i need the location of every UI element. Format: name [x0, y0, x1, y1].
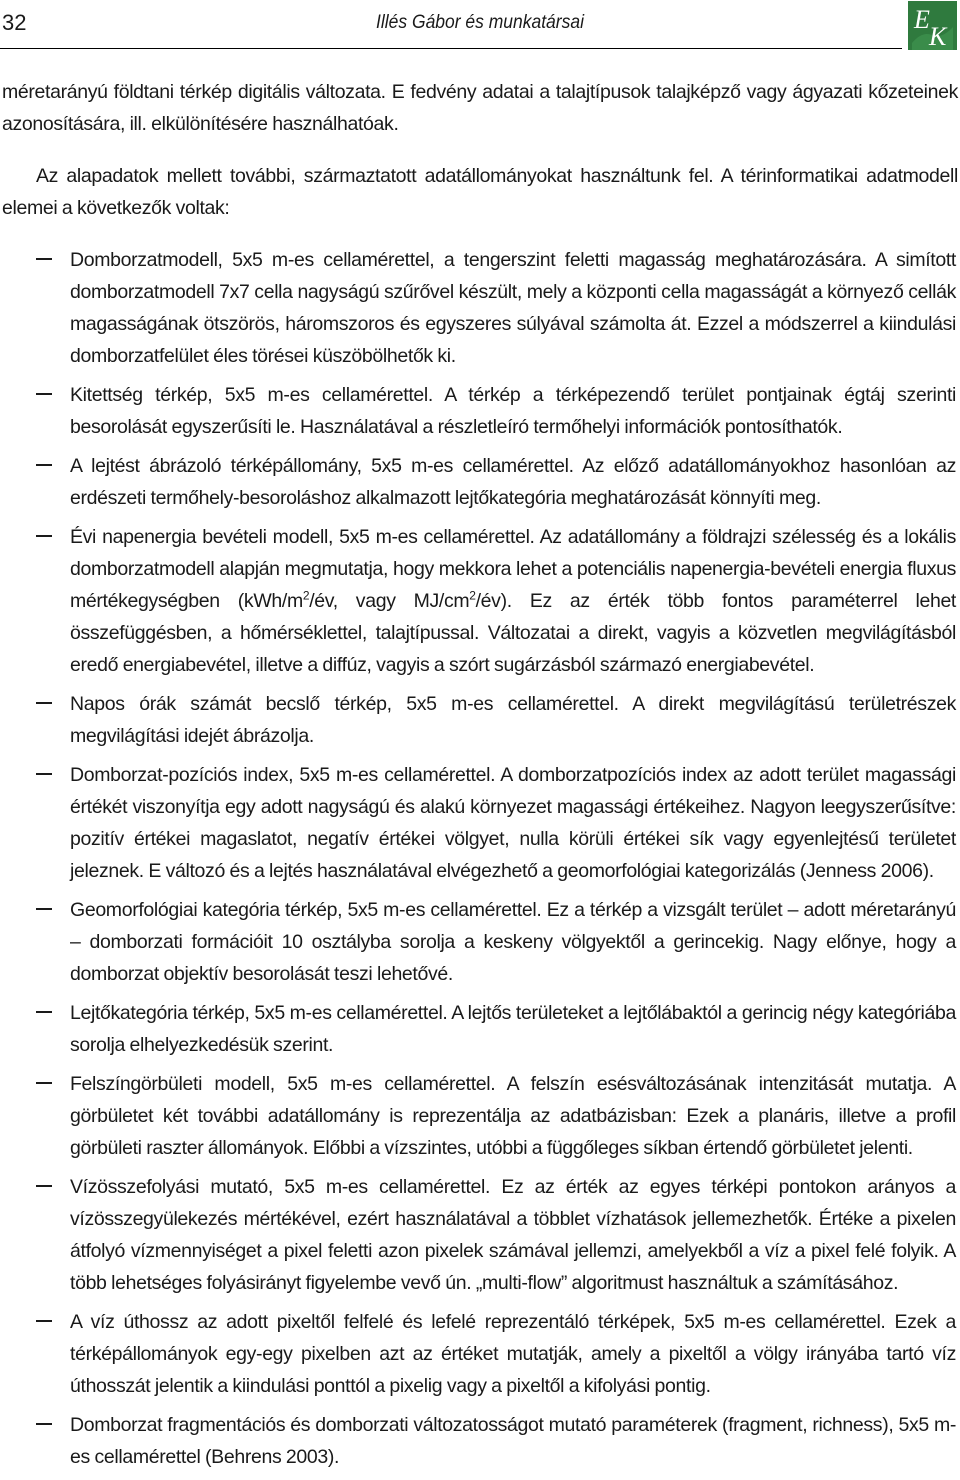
list-item-text: Felszíngörbületi modell, 5x5 m-es cellamérettel. A felszín esésváltozásának intenzitását mutatja. A görbületet két további adatállomány is reprezentálja az adatbázisban: Ezek a planáris, illetve a profil görbületi raszter állományok. Előbbi a vízszintes, utóbbi a függőleges síkban értendő görbületet jelenti. — [70, 1073, 956, 1159]
list-item — [0, 1306, 960, 1402]
list-item-text: Kitettség térkép, 5x5 m-es cellamérettel. A térkép a térképezendő terület pontjainak égtáj szerinti besorolását egyszerűsíti le. Használatával a részletleíró termőhelyi információk pontosíthatók. — [70, 384, 956, 438]
running-title: Illés Gábor és munkatársai — [376, 12, 584, 33]
list-item-text: Domborzat fragmentációs és domborzati változatosságot mutató paraméterek (fragment, richness), 5x5 m-es cellamérettel (Behrens 2003). — [70, 1414, 956, 1468]
list-item-text: A lejtést ábrázoló térképállomány, 5x5 m-es cellamérettel. Az előző adatállományokhoz hasonlóan az erdészeti termőhely-besoroláshoz alkalmazott lejtőkategória meghatározását könnyíti meg. — [70, 455, 956, 509]
dash-bullet-icon — [36, 464, 52, 466]
list-item — [0, 450, 960, 514]
superscript: 2 — [469, 588, 476, 603]
dash-bullet-icon — [36, 535, 52, 537]
list-item — [0, 379, 960, 443]
intro-paragraph-1: méretarányú földtani térkép digitális változata. E fedvény adatai a talajtípusok talajképző vagy ágyazati kőzeteinek azonosítására, ill. elkülönítésére használhatóak. — [2, 81, 958, 135]
header-rule — [0, 48, 902, 49]
dash-bullet-icon — [36, 1082, 52, 1084]
list-item-text: A víz úthossz az adott pixeltől felfelé és lefelé reprezentáló térképek, 5x5 m-es cellamérettel. Ezek a térképállományok egy-egy pixelben azt az értéket mutatják, amely a pixeltől a völgy irányába tartó víz úthosszát jelentik a kiindulási ponttól a pixelig vagy a pixeltől a kifolyási pontig. — [70, 1311, 956, 1397]
list-item-text: Domborzat-pozíciós index, 5x5 m-es cellamérettel. A domborzatpozíciós index az adott terület magassági értékét viszonyítja egy adott nagyságú és alakú környezet magassági értékeihez. Nagyon leegyszerűsítve: pozitív értékei magaslatot, negatív értékei völgyet, nulla körüli értékei sík vagy egyenlejtésű területet jeleznek. E változó és a lejtés használatával elvégezhető a geomorfológiai kategorizálás (Jenness 2006). — [70, 764, 956, 882]
journal-logo — [908, 1, 957, 50]
svg-text:E: E — [914, 5, 930, 34]
text-segment: /év, vagy MJ/cm — [309, 590, 470, 612]
superscript: 2 — [302, 588, 310, 603]
list-item-text: Geomorfológiai kategória térkép, 5x5 m-es cellamérettel. Ez a térkép a vizsgált terület – adott méretarányú – domborzati formációit 10 osztályba sorolja a keskeny völgyektől a gerincekig. Nagy előnye, hogy a domborzat objektív besorolását teszi lehetővé. — [70, 899, 956, 985]
list-item-text: Domborzatmodell, 5x5 m-es cellamérettel, a tengerszint feletti magasság meghatározására. A simított domborzatmodell 7x7 cella nagyságú szűrővel készült, mely a központi cella magasságát a környező cellák magasságának ötszörös, háromszoros és egyszeres súlyával számolta át. Ezzel a módszerrel a kiindulási domborzatfelület éles törései küszöbölhetők ki. — [70, 249, 956, 367]
dash-bullet-icon — [36, 1185, 52, 1187]
svg-text:K: K — [929, 22, 947, 50]
dash-bullet-icon — [36, 702, 52, 704]
list-item — [0, 759, 960, 887]
list-item-text: Lejtőkategória térkép, 5x5 m-es cellamérettel. A lejtős területeket a lejtőlábaktól a gerincig négy kategóriába sorolja elhelyezkedésük szerint. — [70, 1002, 956, 1056]
dash-bullet-icon — [36, 1320, 52, 1322]
page-header — [0, 0, 960, 60]
article-body — [0, 76, 960, 1480]
list-item-text: Vízösszefolyási mutató, 5x5 m-es cellamérettel. Ez az érték az egyes térképi pontokon arányos a vízösszegyülekezés mértékével, ezért használatával a többlet vízhatások jellemezhetők. Értéke a pixelen átfolyó vízmennyiséget a pixel feletti azon pixelek számával jellemzi, amelyekből a víz a pixel felé folyik. A több lehetséges folyásirányt figyelembe vevő ún. „multi-flow” algoritmust használtuk a számításához. — [70, 1176, 956, 1294]
dash-bullet-icon — [36, 1011, 52, 1013]
dash-bullet-icon — [36, 773, 52, 775]
list-item — [0, 1409, 960, 1473]
list-item — [0, 894, 960, 990]
data-model-list — [0, 244, 960, 1473]
list-item — [0, 244, 960, 372]
page-number: 32 — [2, 10, 27, 35]
list-item — [0, 1068, 960, 1164]
list-item — [0, 997, 960, 1061]
list-item — [0, 1171, 960, 1299]
dash-bullet-icon — [36, 393, 52, 395]
list-item — [0, 688, 960, 752]
dash-bullet-icon — [36, 908, 52, 910]
intro-paragraph-2: Az alapadatok mellett további, származtatott adatállományokat használtunk fel. A térinformatikai adatmodell elemei a következők voltak: — [2, 165, 958, 219]
dash-bullet-icon — [36, 258, 52, 260]
list-item-text: Napos órák számát becslő térkép, 5x5 m-es cellamérettel. A direkt megvilágítású területrészek megvilágítási idejét ábrázolja. — [70, 693, 956, 747]
list-item-text — [70, 521, 956, 681]
list-item — [0, 521, 960, 681]
ek-logo-icon — [908, 1, 957, 50]
text-segment: /év). Ez az érték több fontos paraméterrel lehet összefüggésben, a hőmérséklettel, talajtípussal. Változatai a direkt, vagyis a közvetlen megvilágításból eredő energiabevétel, illetve a diffúz, vagyis a szórt sugárzásból származó energiabevétel. — [70, 590, 957, 676]
text-segment: Évi napenergia bevételi modell, 5x5 m-es cellamérettel. Az adatállomány a földrajzi szélesség és a lokális domborzatmodell alapján megmutatja, hogy mekkora lehet a potenciális napenergia-bevételi energia fluxus mértékegységben (kWh/m — [70, 526, 956, 612]
dash-bullet-icon — [36, 1423, 52, 1425]
